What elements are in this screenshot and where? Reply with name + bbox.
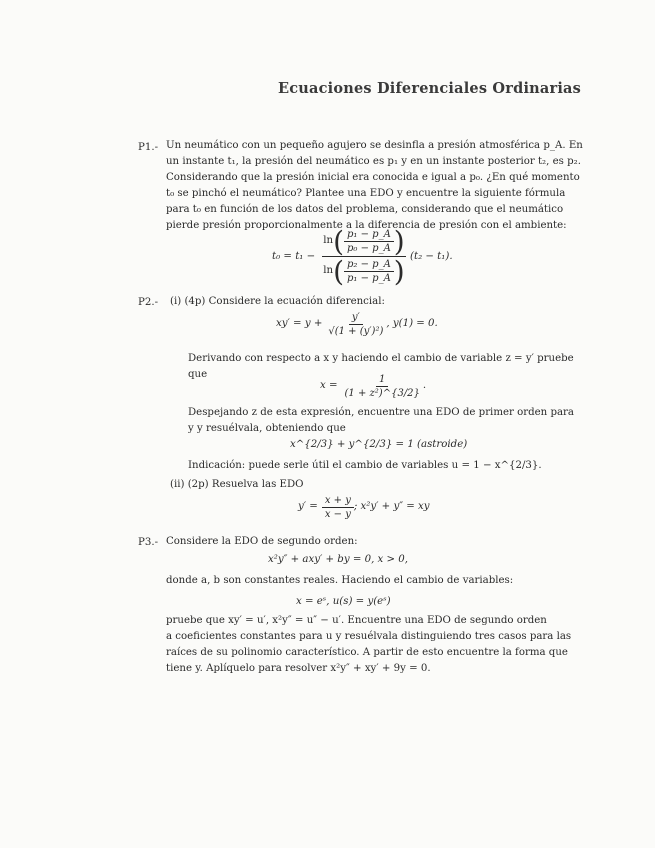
formula-tail: (t₂ − t₁). bbox=[410, 251, 453, 262]
ratio-2 bbox=[344, 259, 394, 284]
eq1-condition: , y(1) = 0. bbox=[386, 318, 438, 330]
big-fraction bbox=[318, 224, 410, 288]
p3-line-4: raíces de su polinomio característico. A partir de esto encuentre la forma que bbox=[166, 647, 568, 658]
p3-equation-2: x = eˢ, u(s) = y(eˢ) bbox=[296, 596, 391, 607]
p2-part-ii: (ii) (2p) Resuelva las EDO bbox=[170, 479, 304, 490]
p2-hint: Indicación: puede serle útil el cambio de variables u = 1 − x^{2/3}. bbox=[188, 460, 542, 471]
p2-line-4: y y resuélvala, obteniendo que bbox=[188, 423, 346, 434]
p2-line-2: que bbox=[188, 369, 208, 380]
ratio-2-den: p₁ − p_A bbox=[347, 273, 391, 284]
p1-line-1: Un neumático con un pequeño agujero se desinfla a presión atmosférica p_A. En bbox=[166, 140, 583, 151]
problem-2-label: P2.- bbox=[138, 297, 159, 308]
ratio-2-num: p₂ − p_A bbox=[344, 259, 394, 272]
p3-equation-1: x²y″ + axy′ + by = 0, x > 0, bbox=[268, 554, 409, 565]
eq1-den: √(1 + (y′)²) bbox=[328, 326, 384, 337]
problem-3-label: P3.- bbox=[138, 537, 159, 548]
p1-line-6: pierde presión proporcionalmente a la diferencia de presión con el ambiente: bbox=[166, 220, 567, 231]
p2-part-i: (i) (4p) Considere la ecuación diferencial: bbox=[170, 296, 385, 307]
ratio-1-den: p₀ − p_A bbox=[347, 243, 391, 254]
paren-right: ) bbox=[393, 224, 405, 258]
eq1-fraction bbox=[325, 312, 386, 337]
p2-line-1: Derivando con respecto a x y haciendo el cambio de variable z = y′ pruebe bbox=[188, 353, 574, 364]
formula-lhs: t₀ = t₁ − bbox=[272, 251, 316, 262]
eq4-num: x + y bbox=[322, 495, 354, 508]
ratio-1 bbox=[344, 229, 394, 254]
p2-line-3: Despejando z de esta expresión, encuentre una EDO de primer orden para bbox=[188, 407, 575, 418]
p2-equation-1 bbox=[276, 312, 438, 337]
paren-left: ( bbox=[333, 224, 345, 258]
p2-equation-4 bbox=[298, 495, 430, 520]
eq2-num: 1 bbox=[376, 374, 388, 387]
ratio-1-num: p₁ − p_A bbox=[344, 229, 394, 242]
eq1-lhs: xy′ = y + bbox=[276, 318, 323, 330]
eq2-end: . bbox=[422, 380, 427, 392]
ln-label: ln bbox=[323, 265, 334, 277]
page-title: Ecuaciones Diferenciales Ordinarias bbox=[278, 80, 581, 97]
problem-1-label: P1.- bbox=[138, 142, 159, 153]
eq4-rest: ; x²y′ + y″ = xy bbox=[353, 501, 430, 513]
p3-line-3: a coeficientes constantes para u y resuélvala distinguiendo tres casos para las bbox=[166, 631, 572, 642]
p3-line-5: tiene y. Aplíquelo para resolver x²y″ + xy′ + 9y = 0. bbox=[166, 663, 431, 674]
p2-equation-2 bbox=[320, 374, 426, 399]
p3-line-1: donde a, b son constantes reales. Haciendo el cambio de variables: bbox=[166, 575, 514, 586]
eq2-den: (1 + z²)^{3/2} bbox=[344, 388, 420, 399]
big-fraction-numerator bbox=[318, 224, 410, 258]
eq2-lhs: x = bbox=[320, 380, 338, 392]
p1-formula bbox=[272, 224, 453, 288]
eq4-fraction bbox=[322, 495, 354, 520]
paren-right: ) bbox=[393, 254, 405, 288]
p1-line-2: un instante t₁, la presión del neumático es p₁ y en un instante posterior t₂, es p₂. bbox=[166, 156, 581, 167]
p1-line-5: para t₀ en función de los datos del problema, considerando que el neumático bbox=[166, 204, 564, 215]
p3-line-2: pruebe que xy′ = u′, x²y″ = u″ − u′. Encuentre una EDO de segundo orden bbox=[166, 615, 547, 626]
big-fraction-denominator bbox=[318, 254, 410, 288]
eq2-fraction bbox=[342, 374, 423, 399]
paren-left: ( bbox=[333, 254, 345, 288]
eq1-num: y′ bbox=[349, 312, 363, 325]
p1-line-3: Considerando que la presión inicial era conocida e igual a p₀. ¿En qué momento bbox=[166, 172, 580, 183]
eq4-den: x − y bbox=[324, 509, 351, 520]
p1-line-4: t₀ se pinchó el neumático? Plantee una EDO y encuentre la siguiente fórmula bbox=[166, 188, 566, 199]
ln-label: ln bbox=[323, 235, 334, 247]
p2-equation-3: x^{2/3} + y^{2/3} = 1 (astroide) bbox=[290, 439, 468, 450]
p3-intro: Considere la EDO de segundo orden: bbox=[166, 536, 358, 547]
eq4-lhs: y′ = bbox=[298, 501, 318, 513]
